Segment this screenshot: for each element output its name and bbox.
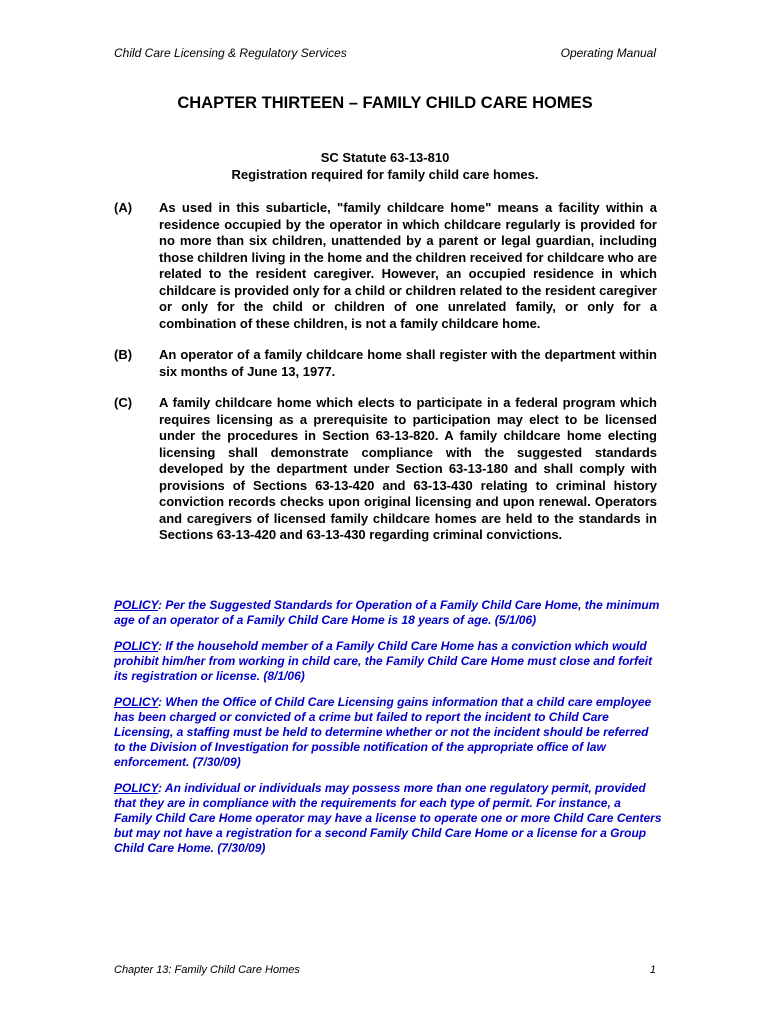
footer-chapter: Chapter 13: Family Child Care Homes (114, 964, 300, 976)
page-footer (114, 964, 656, 976)
policy-text: : If the household member of a Family Child Care Home has a conviction which would prohibit him/her from working in child care, the Family Child Care Home must close and forfeit its registration or license. (8/1/06) (114, 639, 653, 683)
policy-text: : When the Office of Child Care Licensing gains information that a child care employee has been charged or convicted of a crime but failed to report the incident to Child Care Licensing, a staffing must be held to determine whether or not the incident should be referred to the Division of Investigation for possible notification of the appropriate office of law enforcement. (7/30/09) (114, 695, 652, 769)
section-text: A family childcare home which elects to participate in a federal program which requires licensing as a prerequisite to participation may elect to be licensed under the procedures in Section 63-13-820. A family childcare home electing licensing shall demonstrate compliance with the suggested standards developed by the department under Section 63-13-180 and shall comply with provisions of Sections 63-13-420 and 63-13-430 relating to criminal history conviction records checks upon original licensing and upon renewal. Operators and caregivers of licensed family childcare homes are held to the standards in Sections 63-13-420 and 63-13-430 regarding criminal convictions. (159, 395, 657, 542)
policy-label: POLICY (114, 598, 159, 612)
header-right: Operating Manual (560, 46, 656, 60)
chapter-title: CHAPTER THIRTEEN – FAMILY CHILD CARE HOMES (177, 94, 593, 112)
section-c (114, 395, 657, 544)
section-a (114, 200, 657, 332)
policy-item (114, 598, 662, 628)
policy-label: POLICY (114, 781, 159, 795)
section-text: As used in this subarticle, "family childcare home" means a facility within a residence occupied by the operator in which childcare regularly is provided for no more than six children, unattended by a parent or legal guardian, including those children living in the home and the children received for childcare who are related to the resident caregiver. However, an occupied residence in which childcare is provided only for a child or children related to the resident caregiver or only for the child or children of one unrelated family, or only for a combination of these children, is not a family childcare home. (159, 200, 657, 331)
page-number: 1 (649, 964, 656, 976)
policy-item (114, 781, 662, 856)
policy-list (114, 598, 662, 867)
section-b (114, 347, 657, 380)
header-left: Child Care Licensing & Regulatory Services (114, 46, 347, 60)
statute-number: SC Statute 63-13-810 (320, 150, 450, 165)
statute-sections (114, 200, 657, 559)
section-label: (B) (114, 347, 133, 362)
policy-text: : Per the Suggested Standards for Operation of a Family Child Care Home, the minimum age of an operator of a Family Child Care Home is 18 years of age. (5/1/06) (114, 598, 660, 627)
page-header (114, 46, 656, 60)
policy-label: POLICY (114, 639, 159, 653)
policy-item (114, 639, 662, 684)
section-label: (C) (114, 395, 133, 410)
policy-item (114, 695, 662, 770)
policy-text: : An individual or individuals may possess more than one regulatory permit, provided that they are in compliance with the requirements for each type of permit. For instance, a Family Child Care Home operator may have a license to operate one or more Child Care Centers but may not have a registration for a second Family Child Care Home or a license for a Group Child Care Home. (7/30/09) (114, 781, 662, 855)
statute-heading (0, 150, 770, 183)
section-text: An operator of a family childcare home shall register with the department within six months of June 13, 1977. (159, 347, 657, 379)
policy-label: POLICY (114, 695, 159, 709)
statute-caption: Registration required for family child care homes. (231, 166, 539, 182)
section-label: (A) (114, 200, 133, 215)
